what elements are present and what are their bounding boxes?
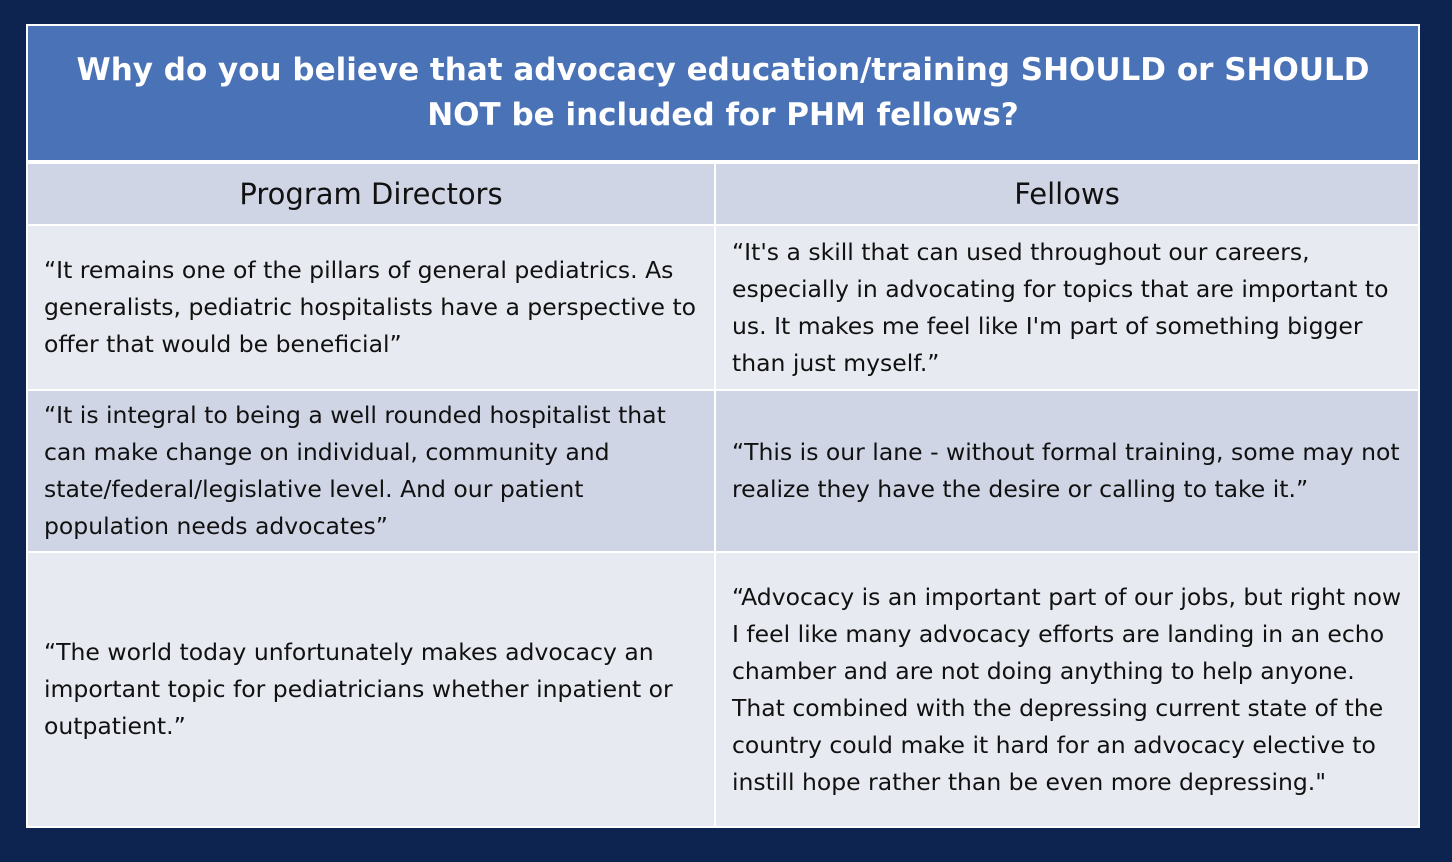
column-header-program-directors: Program Directors — [28, 164, 714, 224]
table-title: Why do you believe that advocacy education/training SHOULD or SHOULD NOT be included for PHM fellows? — [28, 26, 1418, 160]
quote-text: “The world today unfortunately makes advocacy an important topic for pediatricians whether inpatient or outpatient.” — [44, 638, 673, 740]
quote-text: “It remains one of the pillars of general pediatrics. As generalists, pediatric hospitalists have a perspective to offer that would be beneficial” — [44, 256, 697, 358]
table-cell-fellows-1 — [716, 226, 1418, 389]
table-cell-program-directors-2 — [28, 391, 714, 551]
quote-text: “Advocacy is an important part of our jobs, but right now I feel like many advocacy efforts are landing in an echo chamber and are not doing anything to help anyone. That combined with the depressing current state of the country could make it hard for an advocacy elective to instill hope rather than be even more depressing." — [732, 582, 1402, 796]
table-cell-program-directors-1 — [28, 226, 714, 389]
table-cell-fellows-3 — [716, 553, 1418, 826]
column-header-fellows: Fellows — [716, 164, 1418, 224]
quotes-table — [26, 24, 1420, 828]
table-cell-program-directors-3 — [28, 553, 714, 826]
table-cell-fellows-2 — [716, 391, 1418, 551]
quote-text: “It's a skill that can used throughout our careers, especially in advocating for topics that are important to us. It makes me feel like I'm part of something bigger than just myself.” — [732, 237, 1389, 377]
quote-text: “This is our lane - without formal training, some may not realize they have the desire or calling to take it.” — [732, 438, 1400, 503]
quote-text: “It is integral to being a well rounded hospitalist that can make change on individual, community and state/federal/legislative level. And our patient population needs advocates” — [44, 401, 666, 540]
